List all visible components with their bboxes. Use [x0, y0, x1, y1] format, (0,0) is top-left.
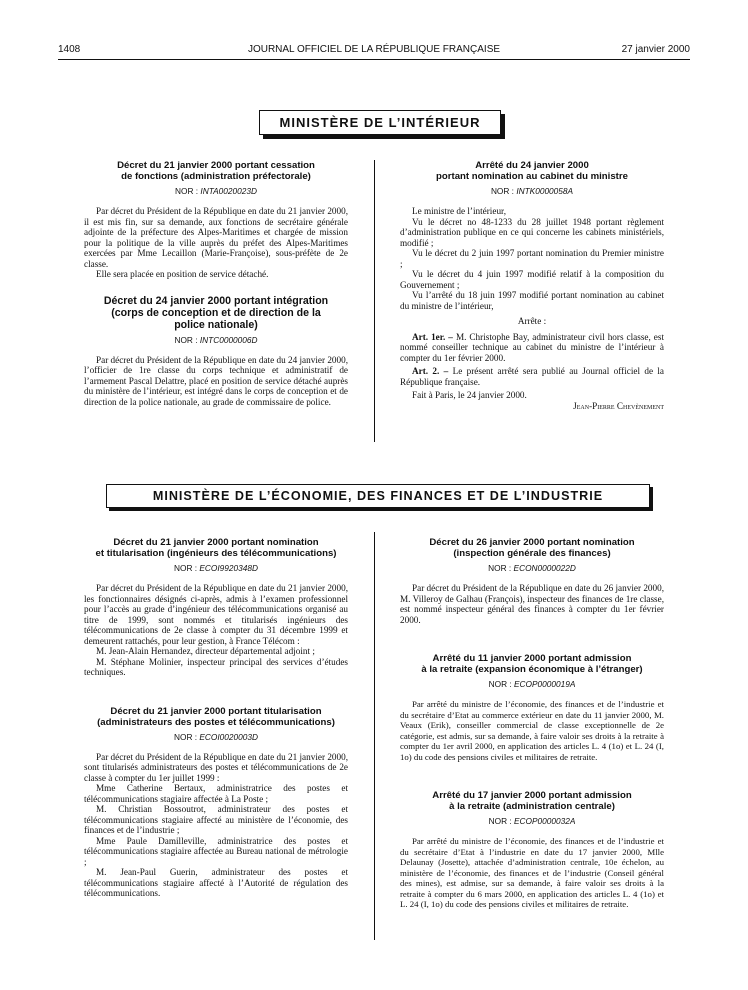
journal-title: JOURNAL OFFICIEL DE LA RÉPUBLIQUE FRANÇAISE — [247, 44, 501, 55]
decree-integration — [84, 295, 348, 408]
interior-left-column — [84, 160, 348, 407]
paragraph: M. Jean-Alain Hernandez, directeur départemental adjoint ; — [96, 646, 315, 656]
nor-reference: NOR : ECOP0000032A — [488, 816, 576, 826]
paragraph: Par décret du Président de la République en date du 21 janvier 2000, les fonctionnaires désignés ci-après, admis à l’examen professionnel pour l’accès au grade d’ingénieur des télécommunications organisé au titre de 1999, sont nommés et titularisés ingénieurs des télécommunications de 2e classe à compter du 31 décembre 1999 et demeurent rattachés, pour leur gestion, à France Télécom : — [84, 583, 348, 646]
paragraph: Par arrêté du ministre de l’économie, des finances et de l’industrie et du secrétaire d’Etat à l’industrie en date du 17 janvier 2000, Mlle Delaunay (Josette), attachée d’administration centrale, 10e échelon, au ministère de l’économie, des finances et de l’industrie (Conseil général des mines), est admise, sur sa demande, à faire valoir ses droits à la retraite à compter du 6 mars 2000, en application des articles L. 4 (1o) et L. 24 (I, 1o) du code des pensions civiles et militaires de retraite. — [400, 836, 664, 909]
paragraph: Vu le décret du 4 juin 1997 modifié relatif à la composition du Gouvernement ; — [400, 269, 664, 290]
decree-telecom-engineers — [84, 537, 348, 678]
page-number: 1408 — [58, 44, 81, 55]
ministry-interior-banner: MINISTÈRE DE L’INTÉRIEUR — [259, 110, 501, 135]
nor-reference: NOR : INTA0020023D — [175, 186, 257, 196]
decree-cessation — [84, 160, 348, 280]
paragraph: M. Christian Bossoutrot, administrateur des postes et télécommunications stagiaire affecté au ministère de l’économie, des finances et de l’industrie ; — [84, 804, 348, 835]
arrete-verb: Arrête : — [517, 316, 547, 326]
arrete-cabinet — [400, 160, 664, 411]
issue-date: 27 janvier 2000 — [621, 44, 690, 55]
column-divider — [374, 532, 375, 940]
decree-title: Décret du 21 janvier 2000 portant titularisation (administrateurs des postes et télécommunications) — [97, 705, 335, 728]
decree-finance-inspection — [400, 537, 664, 625]
paragraph: Par décret du Président de la République en date du 21 janvier 2000, il est mis fin, sur sa demande, aux fonctions de secrétaire générale adjointe de la préfecture des Alpes-Maritimes et chargée de mission pour la politique de la ville auprès du préfet des Alpes-Maritimes exercées par Mme Lecaillon (Marie-Françoise), sous-préfète de 2e classe. — [84, 206, 348, 269]
decree-title: Décret du 21 janvier 2000 portant cessation de fonctions (administration préfectorale) — [117, 160, 315, 182]
signature: Jean-Pierre Chevènement — [573, 400, 664, 411]
column-divider — [374, 160, 375, 442]
paragraph: Mme Paule Damilleville, administratrice des postes et télécommunications stagiaire affectée au Bureau national de métrologie ; — [84, 835, 348, 867]
decree-title: Décret du 24 janvier 2000 portant intégration (corps de conception et de direction de la police nationale) — [103, 294, 329, 331]
nor-reference: NOR : INTC0000006D — [174, 334, 258, 345]
paragraph: Mme Catherine Bertaux, administratrice des postes et télécommunications stagiaire affectée à La Poste ; — [84, 783, 348, 804]
arrete-title: Arrêté du 24 janvier 2000 portant nomination au cabinet du ministre — [436, 160, 628, 182]
article-1: Art. 1er. – M. Christophe Bay, administrateur civil hors classe, est nommé conseiller technique au cabinet du ministre de l’intérieur à compter du 1er février 2000. — [400, 331, 665, 363]
economy-left-column — [84, 537, 348, 899]
decree-title: Décret du 21 janvier 2000 portant nomination et titularisation (ingénieurs des télécommunications) — [95, 537, 337, 559]
header-rule — [58, 59, 690, 60]
economy-right-column — [400, 537, 664, 910]
done-at: Fait à Paris, le 24 janvier 2000. — [412, 390, 527, 400]
article-2: Art. 2. – Le présent arrêté sera publié au Journal officiel de la République française. — [400, 366, 664, 387]
paragraph: M. Jean-Paul Guerin, administrateur des postes et télécommunications stagiaire affecté à l’Autorité de régulation des télécommunications. — [84, 867, 348, 898]
paragraph: Vu le décret no 48-1233 du 28 juillet 1948 portant règlement d’administration publique en ce qui concerne les cabinets ministériels, modifié ; — [400, 216, 664, 248]
paragraph: Elle sera placée en position de service détaché. — [96, 269, 269, 279]
paragraph: Par arrêté du ministre de l’économie, des finances et de l’industrie et du secrétaire d’Etat au commerce extérieur en date du 11 janvier 2000, M. Veaux (Erik), conseiller commercial de classe exceptionnelle de 2e catégorie, est admis, sur sa demande, à faire valoir ses droits à la retraite à compter du 1er avril 2000, en application des articles L. 4 (1o) et L. 24 (I, 1o) du code des pensions civiles et militaires de retraite. — [400, 699, 664, 762]
paragraph: Par décret du Président de la République en date du 21 janvier 2000, sont titularisés administrateurs des postes et télécommunications de 2e classe à compter du 1er juillet 1999 : — [84, 751, 348, 783]
paragraph: Par décret du Président de la République en date du 24 janvier 2000, l’officier de 1re classe du corps technique et administratif de l’armement Pascal Delattre, placé en position de service détaché auprès du ministère de l’intérieur, est intégré dans le corps de conception et de direction de la police nationale, au grade de commissaire de police. — [84, 354, 348, 407]
nor-reference: NOR : ECON0000022D — [488, 563, 576, 573]
arrete-retirement-central — [400, 790, 664, 910]
paragraph: Le ministre de l’intérieur, — [412, 206, 507, 216]
decree-title: Décret du 26 janvier 2000 portant nomination (inspection générale des finances) — [429, 537, 635, 559]
nor-reference: NOR : ECOI9920348D — [174, 563, 258, 573]
arrete-title: Arrêté du 17 janvier 2000 portant admission à la retraite (administration centrale) — [432, 790, 632, 812]
ministry-economy-banner: MINISTÈRE DE L’ÉCONOMIE, DES FINANCES ET DE L’INDUSTRIE — [106, 484, 650, 508]
paragraph: Vu l’arrêté du 18 juin 1997 modifié portant nomination au cabinet du ministre de l’intérieur, — [400, 290, 664, 311]
paragraph: M. Stéphane Molinier, inspecteur principal des services d’études techniques. — [84, 656, 348, 677]
paragraph: Par décret du Président de la République en date du 26 janvier 2000, M. Villeroy de Galhau (François), inspecteur des finances de 1re classe, est nommé inspecteur général des finances à compter du 1er février 2000. — [400, 583, 664, 625]
nor-reference: NOR : ECOP0000019A — [488, 679, 576, 689]
arrete-retirement-abroad — [400, 653, 664, 762]
interior-right-column — [400, 160, 664, 411]
nor-reference: NOR : ECOI0020003D — [174, 731, 258, 742]
decree-postes-administrators — [84, 706, 348, 899]
paragraph: Vu le décret du 2 juin 1997 portant nomination du Premier ministre ; — [400, 248, 664, 269]
arrete-title: Arrêté du 11 janvier 2000 portant admission à la retraite (expansion économique à l’étranger) — [421, 653, 643, 675]
nor-reference: NOR : INTK0000058A — [490, 186, 574, 196]
